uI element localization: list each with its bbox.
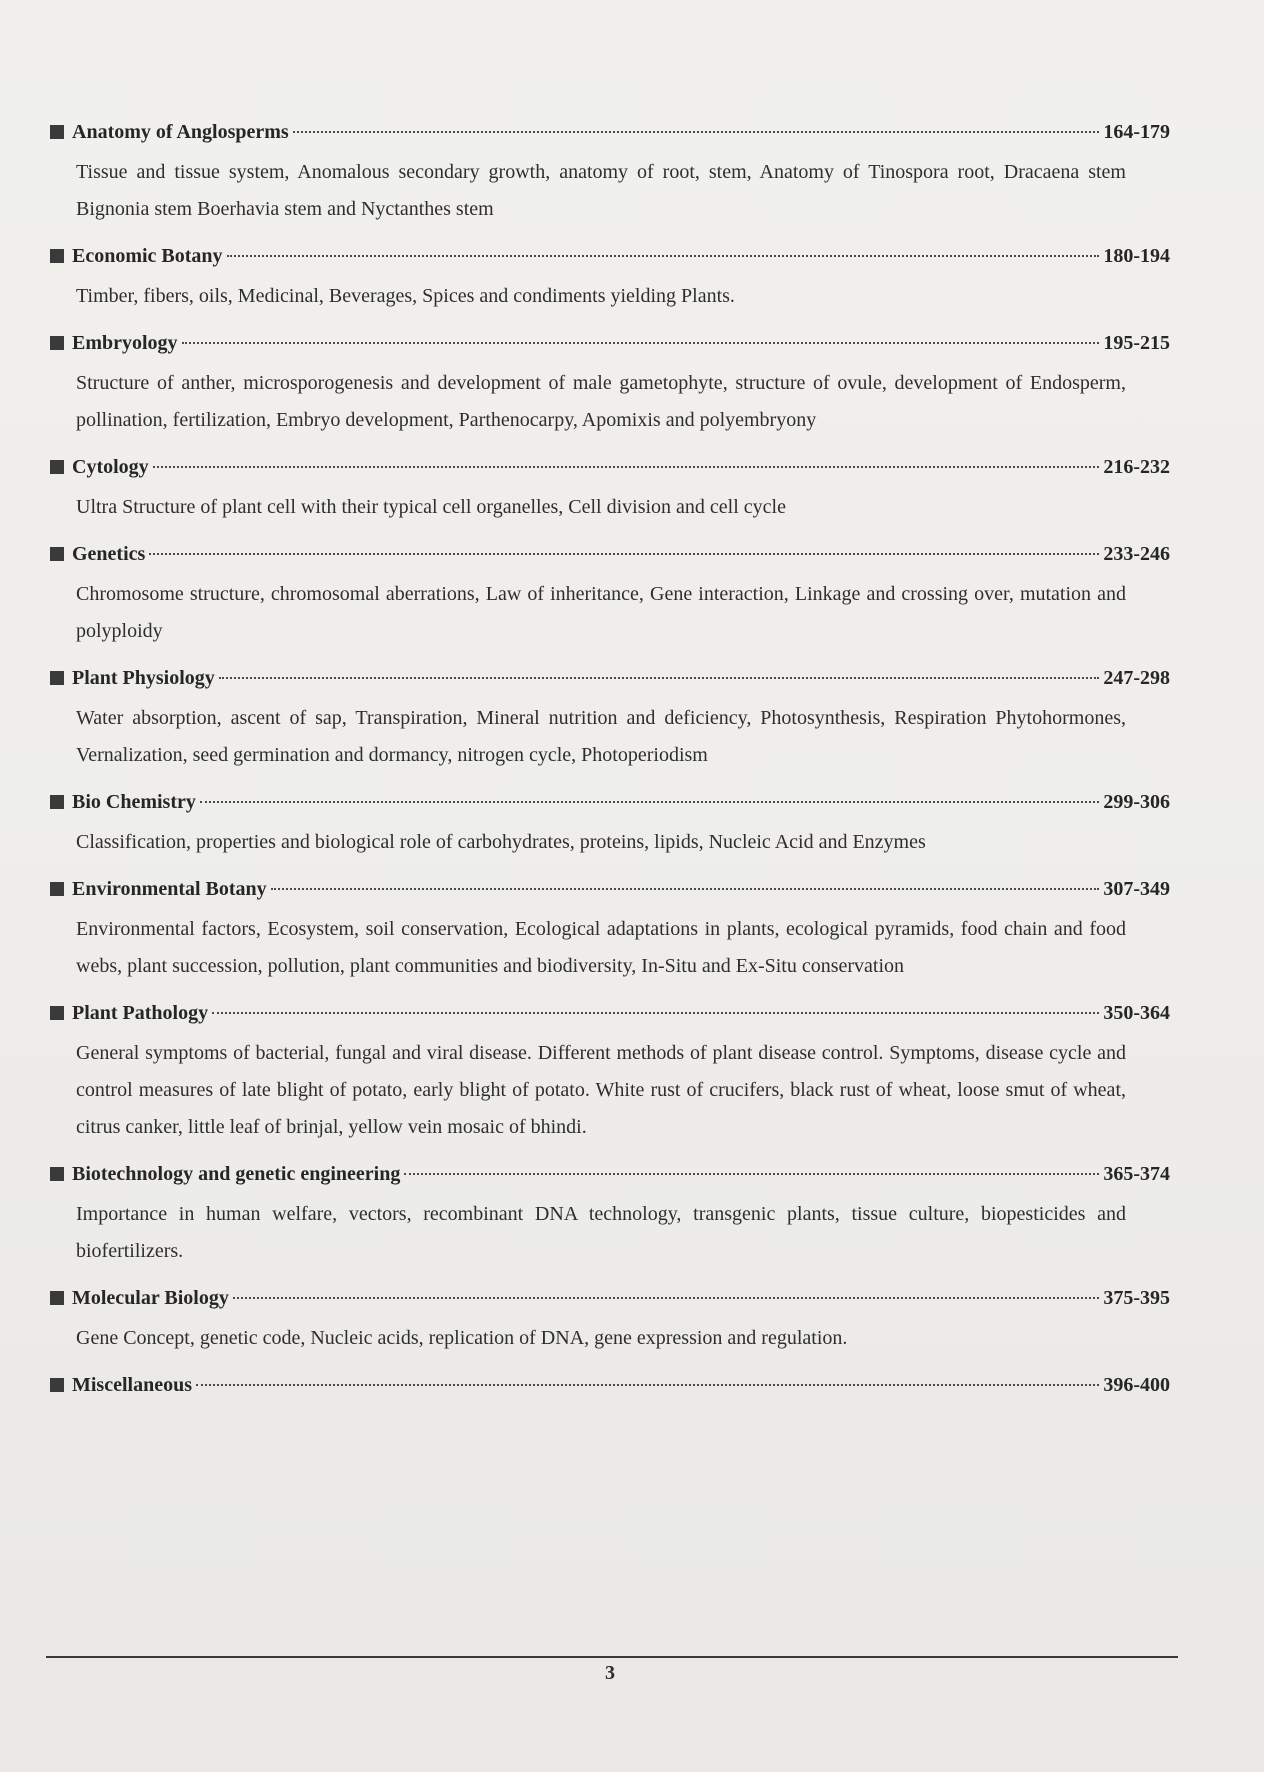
dot-leader: [227, 255, 1100, 257]
square-bullet-icon: [50, 671, 64, 685]
toc-entry-pages: 307-349: [1103, 878, 1170, 900]
square-bullet-icon: [50, 1291, 64, 1305]
toc-entry-molecular-biology: [50, 1284, 1170, 1357]
toc-entry-heading: [50, 1371, 1170, 1399]
footer-rule: [46, 1656, 1178, 1658]
toc-entry-plant-physiology: [50, 664, 1170, 774]
toc-entry-description: Water absorption, ascent of sap, Transpiration, Mineral nutrition and deficiency, Photosynthesis, Respiration Phytohormones, Vernalization, seed germination and dormancy, nitrogen cycle, Photoperiodism: [76, 707, 1126, 766]
toc-entry-heading: [50, 540, 1170, 568]
toc-entry-heading: [50, 118, 1170, 146]
toc-entry-pages: 299-306: [1103, 791, 1170, 813]
square-bullet-icon: [50, 1378, 64, 1392]
toc-entry-description: Structure of anther, microsporogenesis and development of male gametophyte, structure of ovule, development of Endosperm, pollination, fertilization, Embryo development, Parthenocarpy, Apomixis and polyembryony: [76, 372, 1126, 431]
page-number: 3: [605, 1662, 615, 1684]
dot-leader: [271, 888, 1100, 890]
toc-entry-environmental-botany: [50, 875, 1170, 985]
dot-leader: [200, 801, 1099, 803]
dot-leader: [196, 1384, 1099, 1386]
dot-leader: [182, 342, 1100, 344]
toc-entry-description: Timber, fibers, oils, Medicinal, Beverages, Spices and condiments yielding Plants.: [76, 285, 735, 307]
toc-entry-description: Tissue and tissue system, Anomalous secondary growth, anatomy of root, stem, Anatomy of Tinospora root, Dracaena stem Bignonia stem Boerhavia stem and Nyctanthes stem: [76, 161, 1126, 220]
toc-entry-pages: 375-395: [1103, 1287, 1170, 1309]
toc-entry-heading: [50, 329, 1170, 357]
square-bullet-icon: [50, 460, 64, 474]
toc-entry-title: Miscellaneous: [72, 1374, 192, 1396]
toc-entry-title: Cytology: [72, 456, 149, 478]
toc-entry-title: Molecular Biology: [72, 1287, 229, 1309]
toc-entry-title: Genetics: [72, 543, 146, 565]
toc-entry-pages: 180-194: [1103, 245, 1170, 267]
square-bullet-icon: [50, 882, 64, 896]
toc-entry-title: Plant Physiology: [72, 667, 215, 689]
toc-entry-pages: 350-364: [1103, 1002, 1170, 1024]
toc-entry-description: Ultra Structure of plant cell with their typical cell organelles, Cell division and cell cycle: [76, 496, 786, 518]
toc-entry-economic-botany: [50, 242, 1170, 315]
toc-entry-plant-pathology: [50, 999, 1170, 1146]
dot-leader: [233, 1297, 1099, 1299]
square-bullet-icon: [50, 249, 64, 263]
toc-entry-description: Gene Concept, genetic code, Nucleic acids, replication of DNA, gene expression and regulation.: [76, 1327, 848, 1349]
toc-entry-embryology: [50, 329, 1170, 439]
square-bullet-icon: [50, 547, 64, 561]
toc-entry-bio-chemistry: [50, 788, 1170, 861]
toc-entry-description: Classification, properties and biological role of carbohydrates, proteins, lipids, Nucleic Acid and Enzymes: [76, 831, 926, 853]
toc-entry-title: Biotechnology and genetic engineering: [72, 1163, 401, 1185]
dot-leader: [149, 553, 1099, 555]
square-bullet-icon: [50, 1006, 64, 1020]
toc-entry-biotechnology: [50, 1160, 1170, 1270]
toc-entry-pages: 233-246: [1103, 543, 1170, 565]
toc-entry-pages: 396-400: [1103, 1374, 1170, 1396]
toc-entry-pages: 164-179: [1103, 121, 1170, 143]
square-bullet-icon: [50, 125, 64, 139]
toc-entry-pages: 365-374: [1103, 1163, 1170, 1185]
toc-entry-title: Environmental Botany: [72, 878, 267, 900]
toc-entry-pages: 247-298: [1103, 667, 1170, 689]
toc-entry-heading: [50, 875, 1170, 903]
toc-entry-genetics: [50, 540, 1170, 650]
toc-entry-title: Embryology: [72, 332, 178, 354]
dot-leader: [153, 466, 1100, 468]
toc-entry-heading: [50, 1160, 1170, 1188]
toc-entry-miscellaneous: [50, 1371, 1170, 1399]
toc-entry-title: Economic Botany: [72, 245, 223, 267]
toc-entry-description: Environmental factors, Ecosystem, soil conservation, Ecological adaptations in plants, ecological pyramids, food chain and food webs, plant succession, pollution, plant communities and biodiversity, In-Situ and Ex-Situ conservation: [76, 918, 1126, 977]
toc-entry-heading: [50, 242, 1170, 270]
toc-entry-cytology: [50, 453, 1170, 526]
square-bullet-icon: [50, 336, 64, 350]
table-of-contents: [50, 118, 1170, 1413]
toc-entry-title: Anatomy of Anglosperms: [72, 121, 289, 143]
toc-entry-heading: [50, 788, 1170, 816]
toc-entry-heading: [50, 664, 1170, 692]
toc-entry-pages: 195-215: [1103, 332, 1170, 354]
toc-entry-description: Importance in human welfare, vectors, recombinant DNA technology, transgenic plants, tissue culture, biopesticides and biofertilizers.: [76, 1203, 1126, 1262]
dot-leader: [293, 131, 1100, 133]
toc-entry-heading: [50, 1284, 1170, 1312]
toc-entry-heading: [50, 999, 1170, 1027]
square-bullet-icon: [50, 1167, 64, 1181]
toc-entry-pages: 216-232: [1103, 456, 1170, 478]
square-bullet-icon: [50, 795, 64, 809]
toc-entry-description: Chromosome structure, chromosomal aberrations, Law of inheritance, Gene interaction, Linkage and crossing over, mutation and polyploidy: [76, 583, 1126, 642]
toc-entry-description: General symptoms of bacterial, fungal and viral disease. Different methods of plant disease control. Symptoms, disease cycle and control measures of late blight of potato, early blight of potato. White rust of crucifers, black rust of wheat, loose smut of wheat, citrus canker, little leaf of brinjal, yellow vein mosaic of bhindi.: [76, 1042, 1126, 1138]
toc-entry-title: Bio Chemistry: [72, 791, 196, 813]
dot-leader: [212, 1012, 1099, 1014]
dot-leader: [219, 677, 1100, 679]
toc-entry-heading: [50, 453, 1170, 481]
toc-entry-title: Plant Pathology: [72, 1002, 209, 1024]
dot-leader: [404, 1173, 1099, 1175]
toc-entry-anatomy: [50, 118, 1170, 228]
